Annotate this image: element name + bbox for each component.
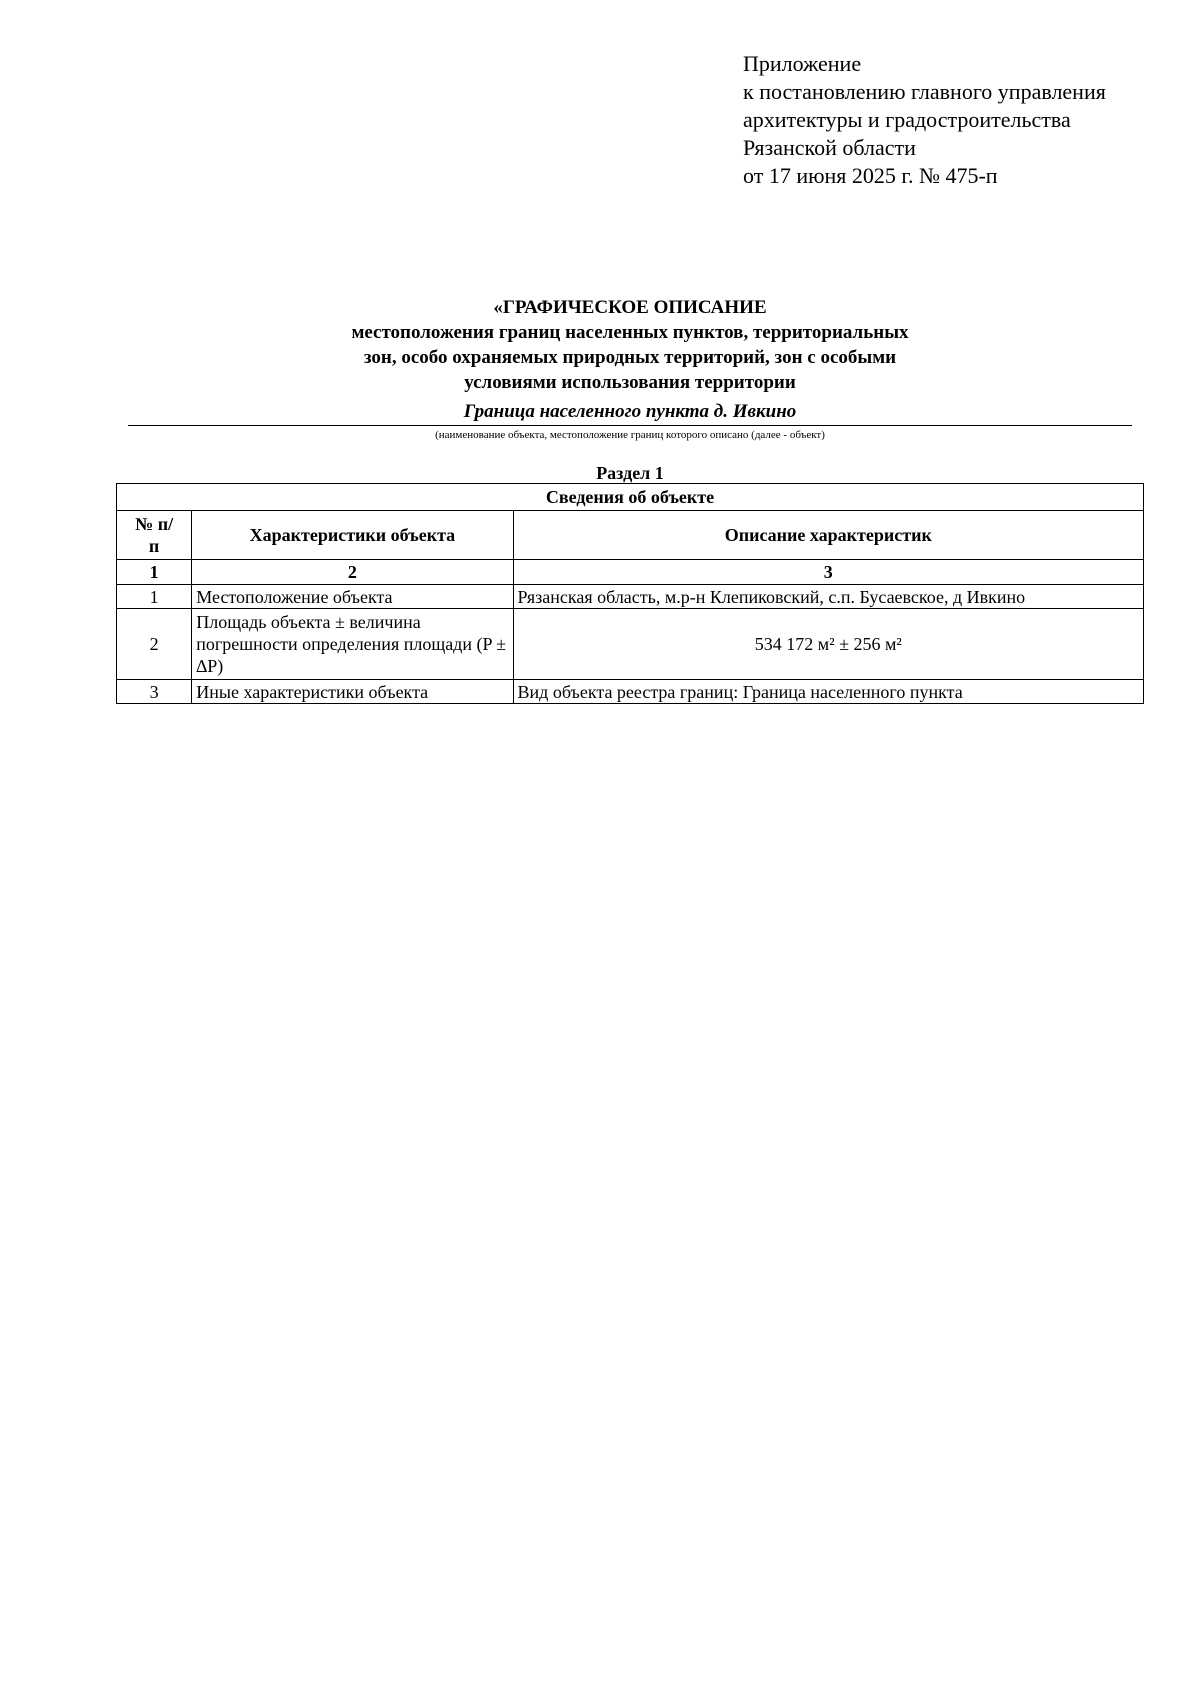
- appendix-line: к постановлению главного управления: [743, 79, 1106, 104]
- header-description: Описание характеристик: [513, 511, 1143, 560]
- row-num: 1: [117, 585, 192, 609]
- row-characteristic: Иные характеристики объекта: [192, 680, 513, 704]
- object-name-underline: [128, 425, 1132, 426]
- appendix-line: Рязанской области: [743, 135, 916, 160]
- column-number: 3: [513, 560, 1143, 585]
- column-number: 1: [117, 560, 192, 585]
- table-caption-row: [117, 484, 1144, 511]
- header-num: № п/п: [117, 511, 192, 560]
- row-description: Вид объекта реестра границ: Граница населенного пункта: [513, 680, 1143, 704]
- column-number-row: [117, 560, 1144, 585]
- table-row: [117, 609, 1144, 680]
- title-line: условиями использования территории: [464, 372, 796, 393]
- header-characteristic: Характеристики объекта: [192, 511, 513, 560]
- appendix-line: от 17 июня 2025 г. № 475-п: [743, 163, 998, 188]
- object-name: Граница населенного пункта д. Ивкино: [463, 401, 797, 422]
- table-row: [117, 585, 1144, 609]
- appendix-line: архитектуры и градостроительства: [743, 107, 1071, 132]
- row-description: 534 172 м² ± 256 м²: [513, 609, 1143, 680]
- object-info-table: [116, 483, 1144, 704]
- table-caption: Сведения об объекте: [117, 484, 1144, 511]
- table-header-row: [117, 511, 1144, 560]
- appendix-line: Приложение: [743, 51, 862, 76]
- title-line: зон, особо охраняемых природных территорий, зон с особыми: [363, 347, 897, 368]
- row-num: 2: [117, 609, 192, 680]
- object-caption: (наименование объекта, местоположение границ которого описано (далее - объект): [435, 429, 825, 441]
- row-characteristic: Площадь объекта ± величина погрешности определения площади (P ± ∆P): [192, 609, 513, 680]
- row-characteristic: Местоположение объекта: [192, 585, 513, 609]
- table-row: [117, 680, 1144, 704]
- title-line: местоположения границ населенных пунктов, территориальных: [351, 322, 909, 343]
- title-line: «ГРАФИЧЕСКОЕ ОПИСАНИЕ: [493, 297, 767, 318]
- row-description: Рязанская область, м.р-н Клепиковский, с.п. Бусаевское, д Ивкино: [513, 585, 1143, 609]
- row-num: 3: [117, 680, 192, 704]
- document-title: [120, 295, 1140, 395]
- section-title: Раздел 1: [596, 463, 664, 483]
- column-number: 2: [192, 560, 513, 585]
- appendix-block: [743, 50, 1183, 190]
